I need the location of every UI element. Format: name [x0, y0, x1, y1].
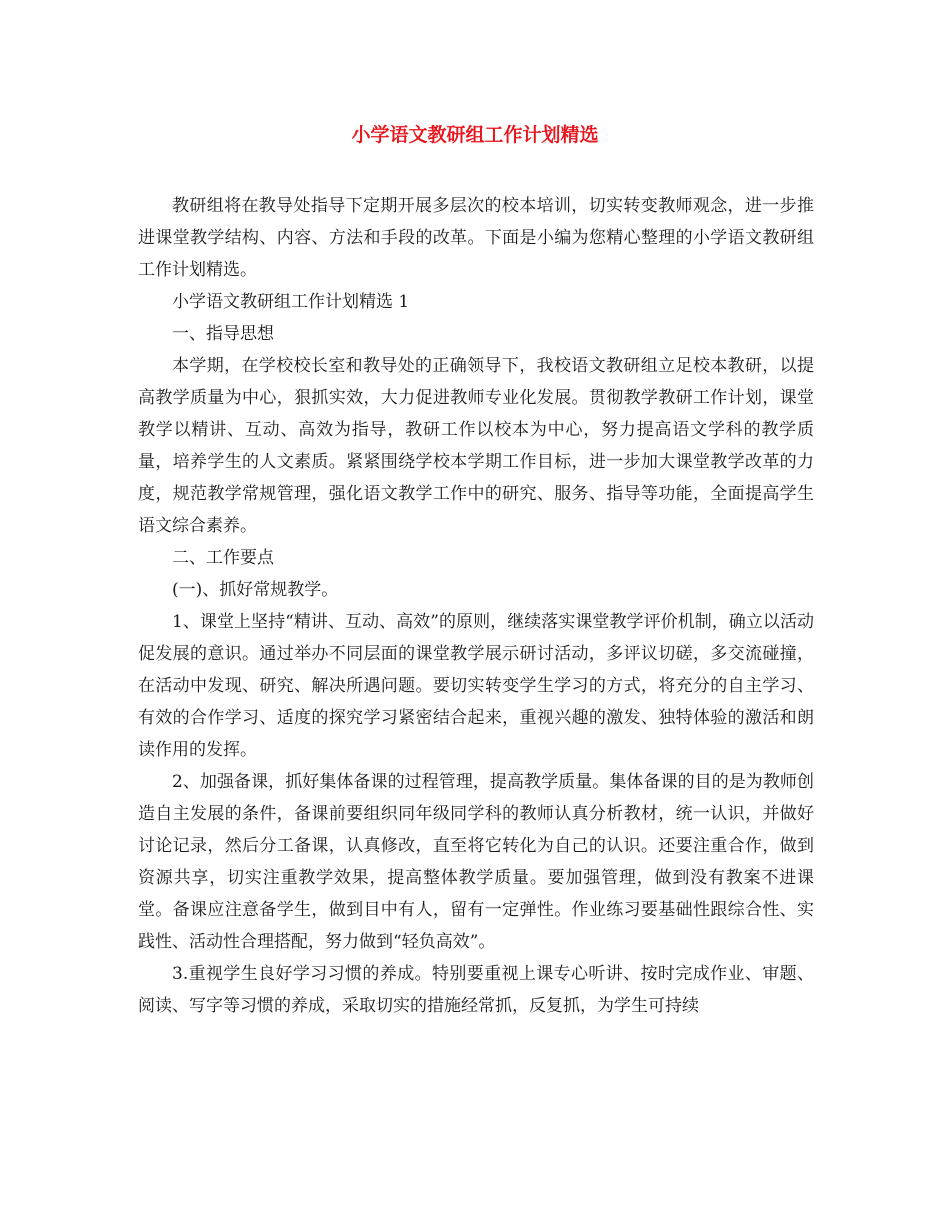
heading-routine-teaching: (一)、抓好常规教学。 [172, 580, 339, 600]
heading-work-points: 二、工作要点 [172, 548, 274, 568]
paragraph-item-3: 3.重视学生良好学习习惯的养成。特别要重视上课专心听讲、按时完成作业、审题、阅读、写字等习惯的养成，采取切实的措施经常抓，反复抓，为学生可持续 [138, 964, 814, 1016]
paragraph-item-1: 1、课堂上坚持“精讲、互动、高效”的原则，继续落实课堂教学评价机制，确立以活动促发展的意识。通过举办不同层面的课堂教学展示研讨活动，多评议切磋，多交流碰撞，在活动中发现、研究、解决所遇问题。要切实转变学生学习的方式，将充分的自主学习、有效的合作学习、适度的探究学习紧密结合起来，重视兴趣的激发、独特体验的激活和朗读作用的发挥。 [138, 612, 814, 760]
section-subtitle: 小学语文教研组工作计划精选 1 [172, 292, 410, 312]
document-body [138, 190, 814, 1022]
heading-guiding-ideology: 一、指导思想 [172, 324, 274, 344]
paragraph-item-2: 2、加强备课，抓好集体备课的过程管理，提高教学质量。集体备课的目的是为教师创造自主发展的条件，备课前要组织同年级同学科的教师认真分析教材，统一认识，并做好讨论记录，然后分工备课，认真修改，直至将它转化为自己的认识。还要注重合作，做到资源共享，切实注重教学效果，提高整体教学质量。要加强管理，做到没有教案不进课堂。备课应注意备学生，做到目中有人，留有一定弹性。作业练习要基础性跟综合性、实践性、活动性合理搭配，努力做到“轻负高效”。 [138, 772, 814, 952]
document-title: 小学语文教研组工作计划精选 [351, 124, 599, 146]
intro-paragraph: 教研组将在教导处指导下定期开展多层次的校本培训，切实转变教师观念，进一步推进课堂教学结构、内容、方法和手段的改革。下面是小编为您精心整理的小学语文教研组工作计划精选。 [138, 196, 814, 280]
paragraph-guiding-ideology: 本学期，在学校校长室和教导处的正确领导下，我校语文教研组立足校本教研，以提高教学质量为中心，狠抓实效，大力促进教师专业化发展。贯彻教学教研工作计划，课堂教学以精讲、互动、高效为指导，教研工作以校本为中心，努力提高语文学科的教学质量，培养学生的人文素质。紧紧围绕学校本学期工作目标，进一步加大课堂教学改革的力度，规范教学常规管理，强化语文教学工作中的研究、服务、指导等功能，全面提高学生语文综合素养。 [138, 356, 814, 536]
